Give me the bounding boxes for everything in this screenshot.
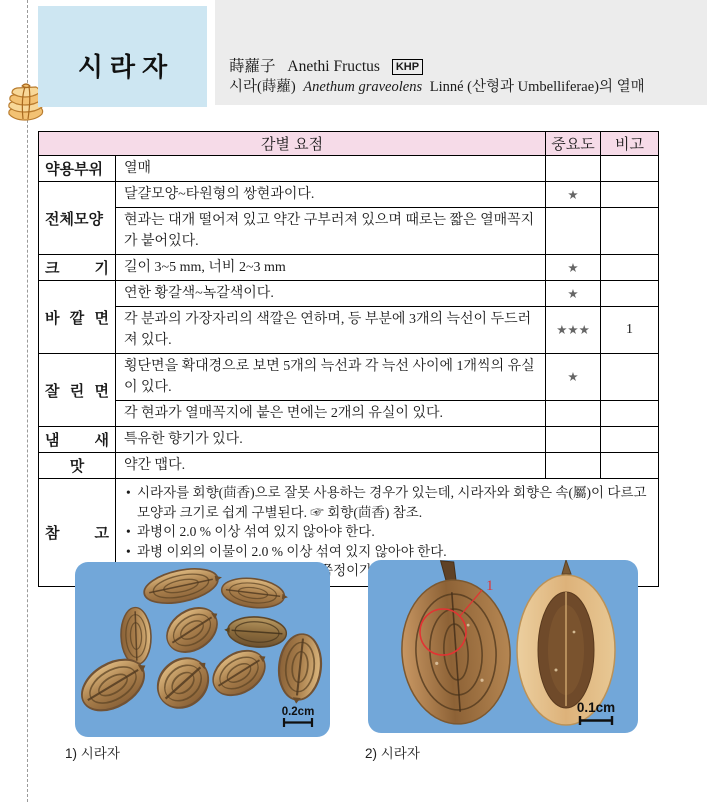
note-cell: 1 (601, 307, 659, 354)
row-label: 전체모양 (39, 182, 116, 255)
figure-caption: 1) 시라자 (65, 746, 120, 761)
row-label: 냄 새 (39, 427, 116, 453)
criteria-cell: 각 분과의 가장자리의 색깔은 연하며, 등 부분에 3개의 늑선이 두드러져 있다. (116, 307, 546, 354)
table-row (39, 453, 659, 479)
table-row (39, 182, 659, 208)
scale-label: 0.2cm (281, 706, 315, 718)
table-row (39, 255, 659, 281)
table-row (39, 208, 659, 255)
criteria-cell: 열매 (116, 156, 546, 182)
row-label: 참 고 (39, 479, 116, 587)
note-cell (601, 401, 659, 427)
header-info-box (215, 0, 707, 105)
latin-pharmacopoeia-name: Anethi Fructus (287, 58, 380, 75)
note-cell (601, 255, 659, 281)
note-cell (601, 208, 659, 255)
title-box (38, 6, 207, 107)
importance-cell (546, 427, 601, 453)
scale-label: 0.1cm (576, 700, 616, 715)
importance-cell: ★★★ (546, 307, 601, 354)
table-row (39, 281, 659, 307)
criteria-cell: 연한 황갈색~녹갈색이다. (116, 281, 546, 307)
figure-2-photo (368, 560, 638, 733)
reference-bullet: • 과병 이외의 이물이 2.0 % 이상 섞여 있지 않아야 한다. (124, 542, 650, 562)
importance-cell: ★ (546, 255, 601, 281)
table-header-note: 비고 (601, 132, 659, 156)
table-header-row (39, 132, 659, 156)
row-label: 바 깥 면 (39, 281, 116, 354)
page-title: 시라자 (77, 52, 175, 82)
table-row (39, 427, 659, 453)
table-header-main: 감별 요점 (39, 132, 546, 156)
hanja-latin-line (229, 56, 699, 77)
note-cell (601, 281, 659, 307)
importance-cell (546, 453, 601, 479)
reference-bullet: • 시라자를 회향(茴香)으로 잘못 사용하는 경우가 있는데, 시라자와 회향은 속(屬)이 다르고 모양과 크기로 쉽게 구별된다. ☞ 회향(茴香) 참조. (124, 483, 650, 522)
table-row (39, 401, 659, 427)
note-cell (601, 182, 659, 208)
importance-cell: ★ (546, 281, 601, 307)
importance-cell: ★ (546, 182, 601, 208)
reference-bullet: • 과병이 2.0 % 이상 섞여 있지 않아야 한다. (124, 522, 650, 542)
table-row (39, 307, 659, 354)
criteria-cell: 현과는 대개 떨어져 있고 약간 구부러져 있으며 때로는 짧은 열매꼭지가 붙어있다. (116, 208, 546, 255)
annotation-label: 1 (486, 578, 494, 594)
korean-name: 시라(蒔蘿) (229, 79, 296, 95)
note-cell (601, 354, 659, 401)
reference-bullet: • 쭉정이가 (124, 561, 650, 581)
note-cell (601, 453, 659, 479)
importance-cell (546, 156, 601, 182)
criteria-cell: 각 현과가 열매꼭지에 붙은 면에는 2개의 유실이 있다. (116, 401, 546, 427)
figure-caption: 2) 시라자 (365, 746, 420, 761)
importance-cell: ★ (546, 354, 601, 401)
table-row (39, 156, 659, 182)
table-row (39, 354, 659, 401)
hanja-name: 蒔蘿子 (229, 58, 276, 75)
criteria-cell: 횡단면을 확대경으로 보면 5개의 늑선과 각 늑선 사이에 1개씩의 유실이 있다. (116, 354, 546, 401)
khp-badge: KHP (392, 59, 423, 75)
identification-table (38, 131, 659, 587)
note-cell (601, 156, 659, 182)
row-label: 크 기 (39, 255, 116, 281)
importance-cell (546, 401, 601, 427)
source-line (229, 77, 699, 98)
figure-1-photo (75, 562, 330, 737)
criteria-cell: 달걀모양~타원형의 쌍현과이다. (116, 182, 546, 208)
table-header-importance: 중요도 (546, 132, 601, 156)
criteria-cell: 약간 맵다. (116, 453, 546, 479)
importance-cell (546, 208, 601, 255)
scale-bar (577, 700, 615, 725)
author-family: Linné (산형과 Umbelliferae)의 열매 (429, 79, 645, 95)
row-label: 약용부위 (39, 156, 116, 182)
criteria-cell: 특유한 향기가 있다. (116, 427, 546, 453)
botanical-binomial: Anethum graveolens (303, 79, 423, 95)
note-cell (601, 427, 659, 453)
criteria-cell: 길이 3~5 mm, 너비 2~3 mm (116, 255, 546, 281)
row-label: 잘 린 면 (39, 354, 116, 427)
row-label: 맛 (39, 453, 116, 479)
